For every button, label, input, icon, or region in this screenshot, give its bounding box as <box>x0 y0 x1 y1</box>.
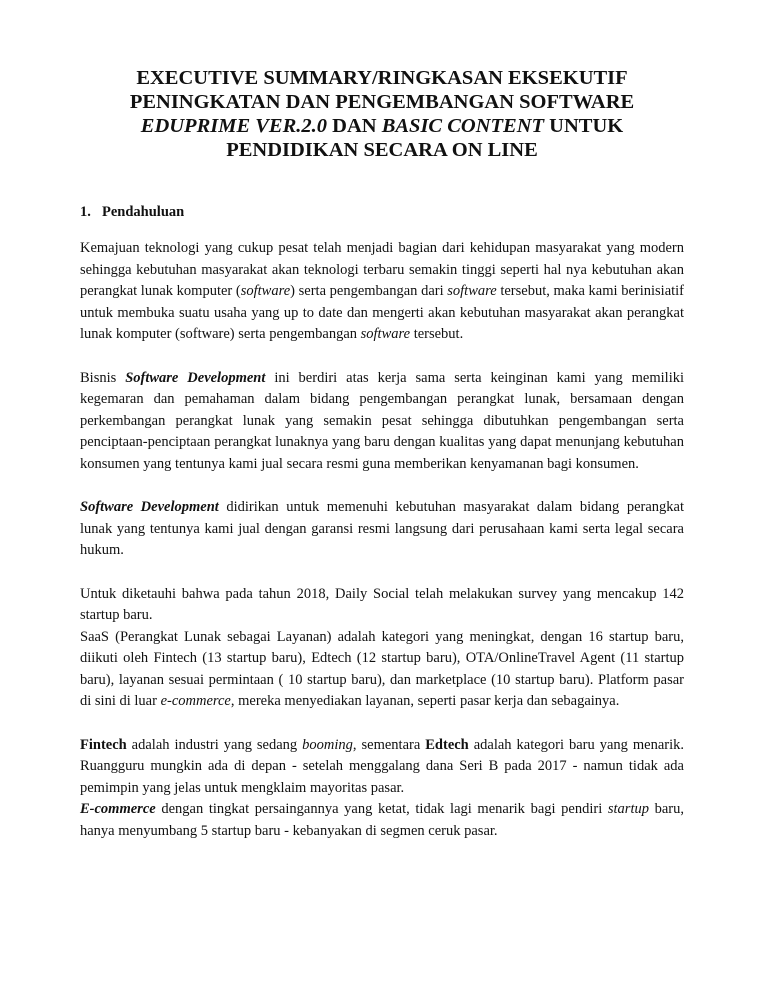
paragraph-2: Bisnis Software Development ini berdiri atas kerja sama serta keinginan kami yang memiliki kegemaran dan pemahaman dalam bidang pengembangan perangkat lunak, bersamaan dengan perkembangan perangkat lunak yang semakin pesat sehingga dibutuhkan pengembangan serta penciptaan-penciptaan perangkat lunaknya yang baru dengan kualitas yang dapat menunjang kebutuhan konsumen yang tentunya kami jual secara resmi guna memberikan kenyamanan bagi konsumen. <box>80 369 684 472</box>
document-page <box>80 66 684 843</box>
title-product-name: EDUPRIME VER.2.0 <box>140 115 328 137</box>
paragraph-5: SaaS (Perangkat Lunak sebagai Layanan) adalah kategori yang meningkat, dengan 16 startup baru, diikuti oleh Fintech (13 startup baru), Edtech (12 startup baru), OTA/OnlineTravel Agent (11 startup baru), layanan sesuai permintaan ( 10 startup baru), dan marketplace (10 startup baru). Platform pasar di sini di luar e-commerce, mereka menyediakan layanan, seperti pasar kerja dan sebagainya. <box>80 628 684 710</box>
paragraph-3: Software Development didirikan untuk memenuhi kebutuhan masyarakat dalam bidang perangkat lunak yang tentunya kami jual dengan garansi resmi langsung dari perusahaan kami serta legal secara hukum. <box>80 499 684 559</box>
paragraph-6: Fintech adalah industri yang sedang booming, sementara Edtech adalah kategori baru yang menarik. Ruangguru mungkin ada di depan - setelah menggalang dana Seri B pada 2017 - namun tidak ada pemimpin yang jelas untuk mengklaim mayoritas pasar. <box>80 736 685 796</box>
paragraph-7: E-commerce dengan tingkat persaingannya yang ketat, tidak lagi menarik bagi pendiri startup baru, hanya menyumbang 5 startup baru - kebanyakan di segmen ceruk pasar. <box>80 801 685 840</box>
title-line-3: EDUPRIME VER.2.0 DAN BASIC CONTENT UNTUK <box>140 115 624 137</box>
section-heading <box>80 202 684 222</box>
title-line-1: EXECUTIVE SUMMARY/RINGKASAN EKSEKUTIF <box>136 67 628 89</box>
title-basic-content: BASIC CONTENT <box>381 115 545 137</box>
document-title <box>80 66 684 162</box>
section-number: 1. <box>80 204 91 220</box>
paragraph-1: Kemajuan teknologi yang cukup pesat telah menjadi bagian dari kehidupan masyarakat yang modern sehingga kebutuhan masyarakat akan teknologi terbaru semakin tinggi seperti hal nya kebutuhan akan perangkat lunak komputer (software) serta pengembangan dari software tersebut, maka kami berinisiatif untuk membuka suatu usaha yang up to date dan mengerti akan kebutuhan masyarakat akan perangkat lunak komputer (software) serta pengembangan software tersebut. <box>80 240 685 343</box>
title-line-2: PENINGKATAN DAN PENGEMBANGAN SOFTWARE <box>129 91 635 113</box>
paragraph-4: Untuk diketauhi bahwa pada tahun 2018, Daily Social telah melakukan survey yang mencakup 142 startup baru. <box>80 585 684 624</box>
section-title: Pendahuluan <box>102 204 185 220</box>
title-line-4: PENDIDIKAN SECARA ON LINE <box>226 139 538 161</box>
